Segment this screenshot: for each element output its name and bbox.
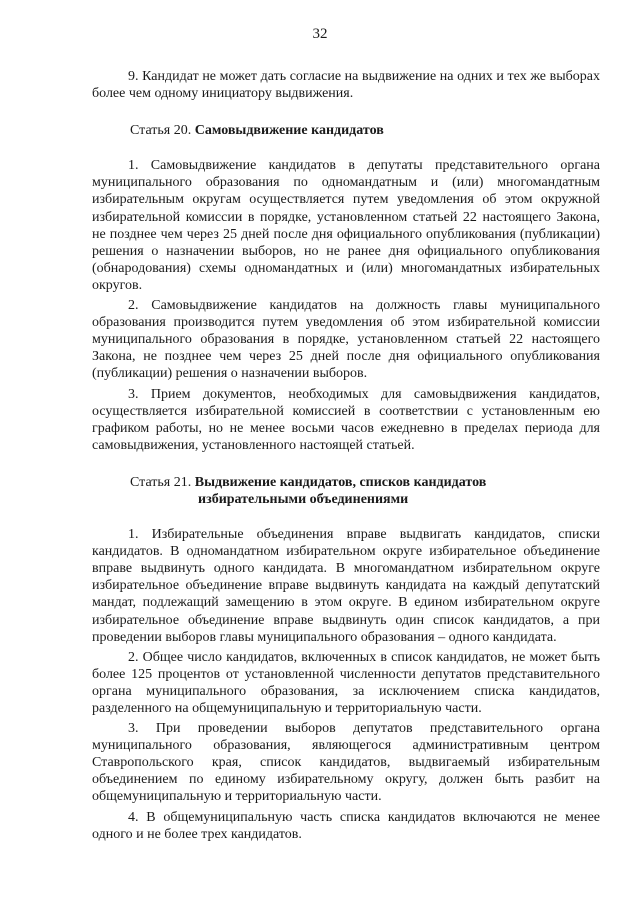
article-20-paragraph-1: 1. Самовыдвижение кандидатов в депутаты представительного органа муниципального образования по одномандатным и (или) многомандатным избирательным округам осуществляется путем уведомления об этом окружной избирательной комиссии в порядке, установленном статьей 22 настоящего Закона, не позднее чем через 25 дней после дня официального опубликования (публикации) решения о назначении выборов, но не ранее дня официального опубликования (обнародования) схемы одномандатных и (или) многомандатных избирательных округов.	[92, 158, 600, 293]
article-21-heading	[92, 474, 600, 508]
article-21-paragraph-4: 4. В общемуниципальную часть списка кандидатов включаются не менее одного и не более трех кандидатов.	[92, 809, 600, 842]
article-20-title: Самовыдвижение кандидатов	[194, 123, 384, 139]
page-number: 32	[312, 26, 328, 42]
article-20-paragraph-2: 2. Самовыдвижение кандидатов на должность главы муниципального образования производится путем уведомления об этом избирательной комиссии муниципального образования в порядке, установленном статьей 22 настоящего Закона, не позднее чем через 25 дней после дня официального опубликования (публикации) решения о назначении выборов.	[92, 298, 600, 382]
document-body	[92, 68, 600, 843]
article-21-title-line-2: избирательными объединениями	[198, 491, 409, 507]
article-21-paragraph-2: 2. Общее число кандидатов, включенных в список кандидатов, не может быть более 125 процентов от установленной численности депутатов представительного органа муниципального образования, за исключением списка кандидатов, разделенного на общемуниципальную и территориальную части.	[92, 649, 600, 716]
article-20-heading	[92, 122, 600, 139]
article-21-paragraph-1: 1. Избирательные объединения вправе выдвигать кандидатов, списки кандидатов. В одномандатном избирательном округе избирательное объединение вправе выдвинуть одного кандидата. В многомандатном избирательном округе избирательное объединение вправе выдвинуть кандидата на каждый депутатский мандат, подлежащий замещению в этом округе. В едином избирательном округе избирательное объединение вправе выдвинуть один список кандидатов, а при проведении выборов главы муниципального образования – одного кандидата.	[92, 527, 600, 645]
article-20-paragraph-3: 3. Прием документов, необходимых для самовыдвижения кандидатов, осуществляется избирательной комиссией в соответствии с установленным ею графиком работы, но не менее восьми часов ежедневно в пределах периода для самовыдвижения, установленного настоящей статьей.	[92, 386, 600, 453]
article-21-title-line-1: Выдвижение кандидатов, списков кандидатов	[194, 474, 487, 490]
paragraph-19-9: 9. Кандидат не может дать согласие на выдвижение на одних и тех же выборах более чем одному инициатору выдвижения.	[92, 69, 600, 102]
article-21-prefix: Статья 21.	[130, 474, 192, 490]
article-20-prefix: Статья 20.	[130, 123, 192, 139]
article-21-paragraph-3: 3. При проведении выборов депутатов представительного органа муниципального образования, являющегося административным центром Ставропольского края, список кандидатов, выдвигаемый избирательным объединением по единому избирательному округу, должен быть разбит на общемуниципальную и территориальную части.	[92, 721, 600, 805]
